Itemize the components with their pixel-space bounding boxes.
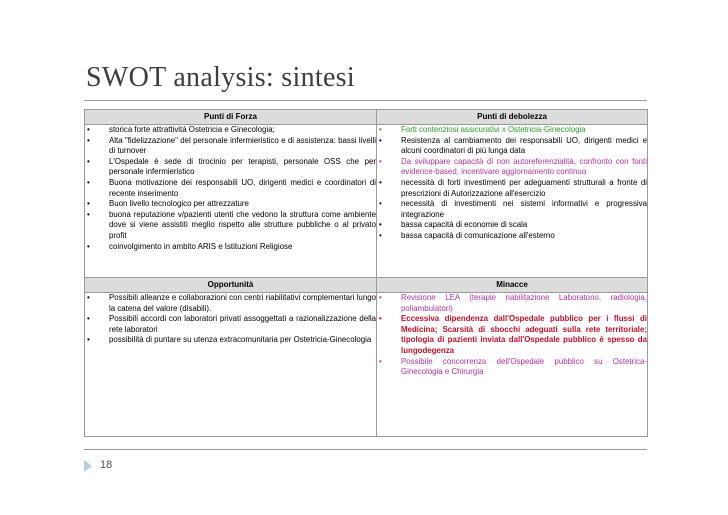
footer-divider bbox=[84, 449, 647, 450]
bullet: • bbox=[87, 125, 90, 134]
list-item: • L'Ospedale è sede di tirocinio per terapisti, personale OSS che per personale infermieristico bbox=[87, 156, 376, 177]
list-item: • Revisione LEA (terapie riabilitazione Laboratorio, radiologia, poliambulatori) bbox=[379, 293, 647, 313]
bullet: • bbox=[379, 135, 382, 145]
list-item: • Eccessiva dipendenza dall'Ospedale pubblico per i flussi di Medicina; Scarsità di sbocchi adeguati sulla rete territoriale; tipologia di pazienti inviata dall'Ospedale pubblico è spesso da lungodegenza bbox=[379, 314, 647, 355]
list-item: • Possibile concorrenza dell'Ospedale pubblico su Ostetrica-Ginecologia e Chirurgia bbox=[379, 356, 647, 377]
page-number: 18 bbox=[100, 459, 113, 471]
bullet: • bbox=[87, 199, 90, 209]
list-item: • Resistenza al cambiamento dei responsabili UO, dirigenti medici e alcuni coordinatori di più lunga data bbox=[379, 135, 647, 156]
bullet: • bbox=[379, 230, 382, 240]
list-opportunita bbox=[85, 293, 376, 346]
list-item: • necessità di forti investimenti per adeguamenti strutturali a fronte di prescrizioni di Autorizzazione all'esercizio bbox=[379, 177, 647, 198]
bullet: • bbox=[379, 199, 382, 209]
header-opportunita: Opportunità bbox=[85, 278, 377, 293]
title-divider bbox=[84, 100, 647, 101]
list-item: • coinvolgimento in ambito ARIS e Istituzioni Religiose bbox=[87, 241, 293, 251]
bullet: • bbox=[87, 335, 90, 345]
bullet: • bbox=[379, 177, 382, 187]
list-item: • possibilità di puntare su utenza extracomunitaria per Ostetricia-Ginecologia bbox=[87, 335, 372, 345]
cell-minacce bbox=[377, 293, 648, 437]
list-item: • Alta "fidelizzazione" del personale infermieristico e di assistenza: bassi livelli di turnover bbox=[87, 135, 376, 156]
header-punti-di-forza: Punti di Forza bbox=[85, 110, 377, 125]
bullet: • bbox=[87, 209, 90, 219]
bullet: • bbox=[87, 293, 90, 302]
list-item: • Buona motivazione dei responsabili UO, dirigenti medici e coordinatori di recente inserimento bbox=[87, 177, 376, 198]
bullet: • bbox=[379, 314, 382, 324]
bullet: • bbox=[87, 241, 90, 251]
list-item: • Possibili accordi con laboratori privati assoggettati a razionalizzazione della rete laboratori bbox=[87, 314, 376, 334]
header-minacce: Minacce bbox=[377, 278, 648, 293]
list-forza bbox=[85, 125, 376, 252]
cell-punti-di-forza bbox=[85, 125, 377, 278]
list-item: • storica forte attrattività Ostetricia e Ginecologia; bbox=[87, 125, 275, 134]
list-item: • bassa capacità di comunicazione all'esterno bbox=[379, 230, 555, 240]
list-item: • buona reputazione v/pazienti utenti che vedono la struttura come ambiente dove si viene assistiti meglio rispetto alle strutture pubbliche o al privato profit bbox=[87, 209, 376, 240]
page-title: SWOT analysis: sintesi bbox=[86, 62, 355, 93]
list-item: • Buon livello tecnologico per attrezzature bbox=[87, 199, 249, 209]
bullet: • bbox=[87, 314, 90, 324]
list-item: • necessità di investimenti nei sistemi informativi e progressiva integrazione bbox=[379, 199, 647, 219]
list-debolezza bbox=[377, 125, 647, 242]
list-item: • bassa capacità di economie di scala bbox=[379, 220, 528, 230]
bullet: • bbox=[87, 156, 90, 166]
header-punti-di-debolezza: Punti di debolezza bbox=[377, 110, 648, 125]
cell-punti-di-debolezza bbox=[377, 125, 648, 278]
cell-opportunita bbox=[85, 293, 377, 437]
bullet: • bbox=[379, 356, 382, 366]
bullet: • bbox=[379, 156, 382, 166]
swot-table bbox=[84, 109, 648, 437]
list-item: • Da sviluppare capacità di non autoreferenzialità, confronto con fonti evidence-based, incentivare aggiornamento continuo bbox=[379, 156, 647, 177]
bullet: • bbox=[87, 135, 90, 145]
bullet: • bbox=[379, 293, 382, 302]
bullet: • bbox=[87, 177, 90, 187]
list-item: • Forti contenziosi assicurativi x Ostetricia-Ginecologia bbox=[379, 125, 586, 134]
play-arrow-icon bbox=[84, 460, 92, 472]
list-minacce bbox=[377, 293, 647, 378]
list-item: • Possibili alleanze e collaborazioni con centri riabilitativi complementari lungo la catena del valore (disabili). bbox=[87, 293, 376, 313]
bullet: • bbox=[379, 220, 382, 230]
bullet: • bbox=[379, 125, 382, 134]
